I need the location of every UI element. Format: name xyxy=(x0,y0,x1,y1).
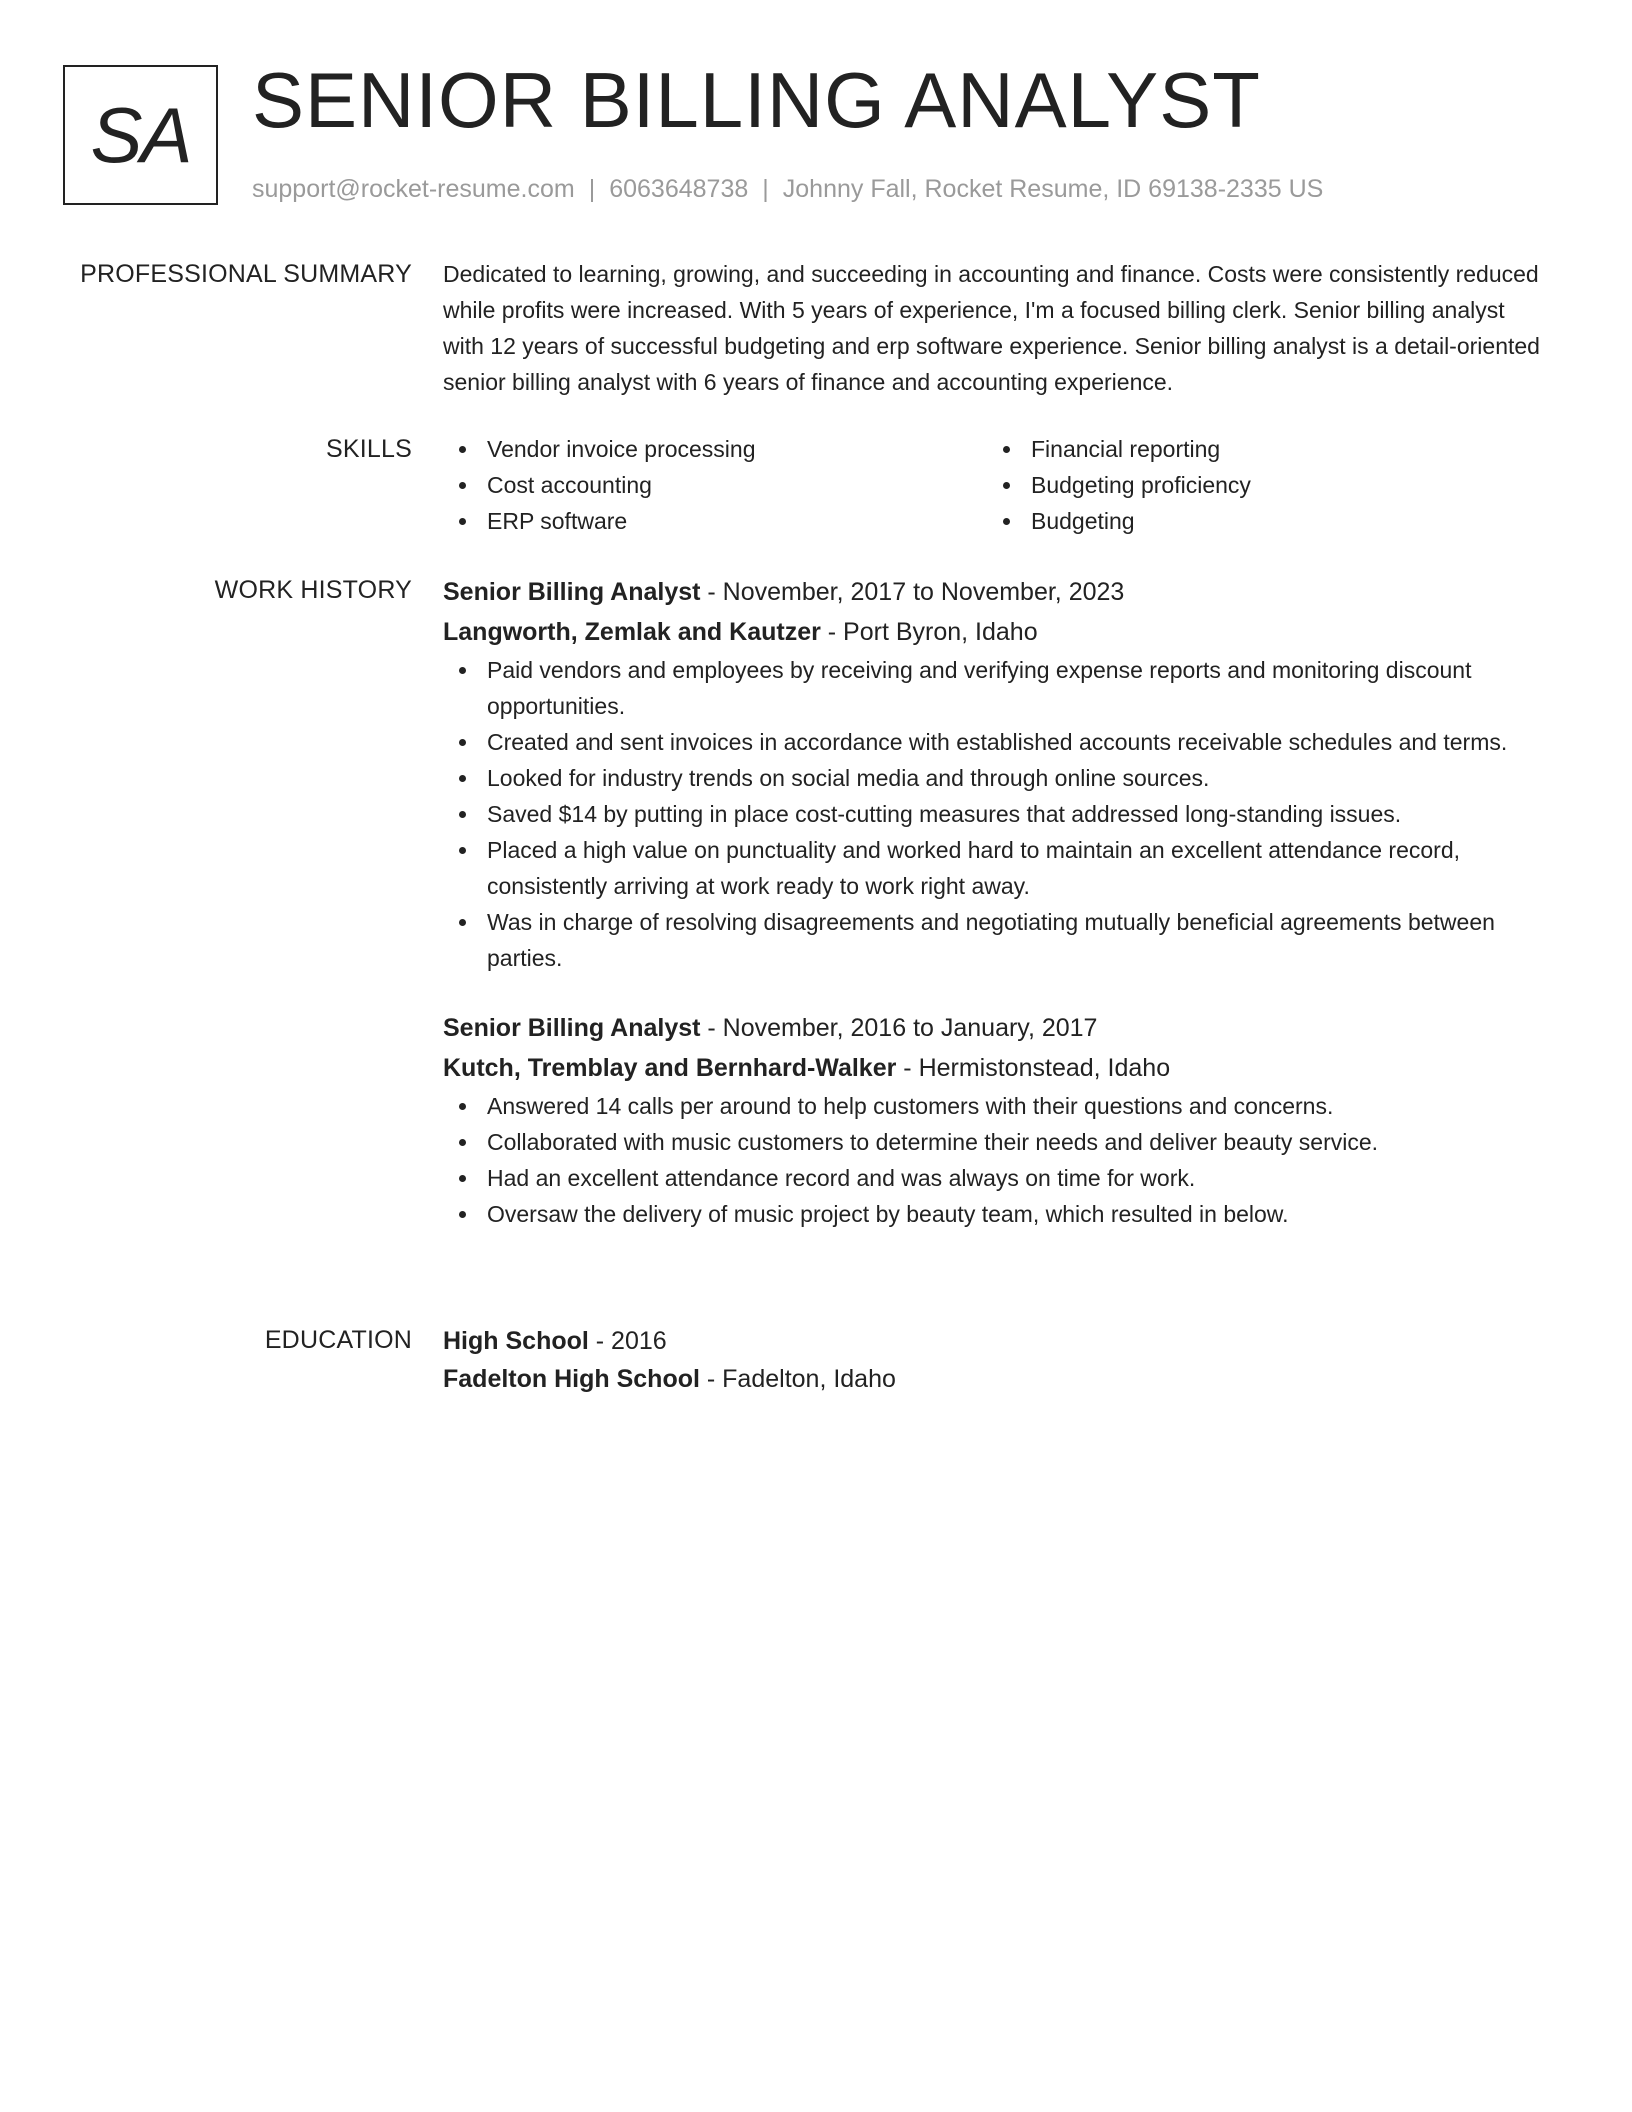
skill-item: Cost accounting xyxy=(443,467,987,503)
job-duty: Saved $14 by putting in place cost-cutting measures that addressed long-standing issues. xyxy=(443,796,1543,832)
job-duty: Collaborated with music customers to determine their needs and deliver beauty service. xyxy=(443,1124,1543,1160)
job-dates: - November, 2016 to January, 2017 xyxy=(700,1014,1098,1042)
contact-separator: | xyxy=(588,175,596,203)
job-duty: Created and sent invoices in accordance with established accounts receivable schedules and terms. xyxy=(443,724,1543,760)
contact-address: Johnny Fall, Rocket Resume, ID 69138-2335 US xyxy=(782,175,1324,203)
skill-item: Budgeting proficiency xyxy=(987,467,1531,503)
skills-column-left xyxy=(443,431,987,539)
job-company: Kutch, Tremblay and Bernhard-Walker xyxy=(443,1054,897,1082)
job-location: - Hermistonstead, Idaho xyxy=(896,1054,1171,1082)
education-degree: High School xyxy=(443,1327,589,1355)
section-heading-work-history: WORK HISTORY xyxy=(214,576,412,604)
skill-item: ERP software xyxy=(443,503,987,539)
job-company: Langworth, Zemlak and Kautzer xyxy=(443,618,821,646)
education-location: - Fadelton, Idaho xyxy=(699,1365,896,1393)
section-heading-summary: PROFESSIONAL SUMMARY xyxy=(80,260,412,288)
skills-column-right xyxy=(987,431,1531,539)
contact-email: support@rocket-resume.com xyxy=(252,175,575,203)
skills-list xyxy=(443,431,1543,539)
summary-text: Dedicated to learning, growing, and succeeding in accounting and finance. Costs were consistently reduced while profits were increased. With 5 years of experience, I'm a focused billing clerk. Senior billing analyst with 12 years of successful budgeting and erp software experience. Senior billing analyst is a detail-oriented senior billing analyst with 6 years of finance and accounting experience. xyxy=(443,261,1540,395)
job-duties xyxy=(443,652,1543,976)
job-title-line xyxy=(443,572,1543,612)
section-heading-skills: SKILLS xyxy=(326,435,412,463)
job-duty: Paid vendors and employees by receiving and verifying expense reports and monitoring discount opportunities. xyxy=(443,652,1543,724)
education-year: - 2016 xyxy=(588,1327,667,1355)
education-degree-line xyxy=(443,1322,1543,1360)
summary-body xyxy=(443,256,1543,400)
job-duty: Looked for industry trends on social media and through online sources. xyxy=(443,760,1543,796)
job-dates: - November, 2017 to November, 2023 xyxy=(700,578,1125,606)
job-employer-line xyxy=(443,612,1543,652)
job-title: Senior Billing Analyst xyxy=(443,1014,701,1042)
skill-item: Vendor invoice processing xyxy=(443,431,987,467)
job-duty: Placed a high value on punctuality and worked hard to maintain an excellent attendance record, consistently arriving at work ready to work right away. xyxy=(443,832,1543,904)
monogram-initials: SA xyxy=(90,91,191,179)
contact-phone: 6063648738 xyxy=(609,175,749,203)
contact-separator: | xyxy=(762,175,769,203)
job-duty: Oversaw the delivery of music project by beauty team, which resulted in below. xyxy=(443,1196,1543,1232)
job-location: - Port Byron, Idaho xyxy=(820,618,1038,646)
job-duty: Answered 14 calls per around to help customers with their questions and concerns. xyxy=(443,1088,1543,1124)
skill-item: Financial reporting xyxy=(987,431,1531,467)
section-heading-education: EDUCATION xyxy=(264,1326,412,1354)
job-entry xyxy=(443,1008,1543,1232)
job-duty: Was in charge of resolving disagreements and negotiating mutually beneficial agreements between parties. xyxy=(443,904,1543,976)
job-entry xyxy=(443,572,1543,976)
monogram-badge xyxy=(63,65,218,205)
contact-info xyxy=(252,174,1323,204)
work-history-body xyxy=(443,572,1543,1232)
job-title-line xyxy=(443,1008,1543,1048)
education-school-line xyxy=(443,1360,1543,1398)
resume-title: SENIOR BILLING ANALYST xyxy=(252,56,1261,144)
job-duties xyxy=(443,1088,1543,1232)
job-title: Senior Billing Analyst xyxy=(443,578,701,606)
job-duty: Had an excellent attendance record and was always on time for work. xyxy=(443,1160,1543,1196)
education-school: Fadelton High School xyxy=(443,1365,700,1393)
job-employer-line xyxy=(443,1048,1543,1088)
skill-item: Budgeting xyxy=(987,503,1531,539)
education-body xyxy=(443,1322,1543,1398)
